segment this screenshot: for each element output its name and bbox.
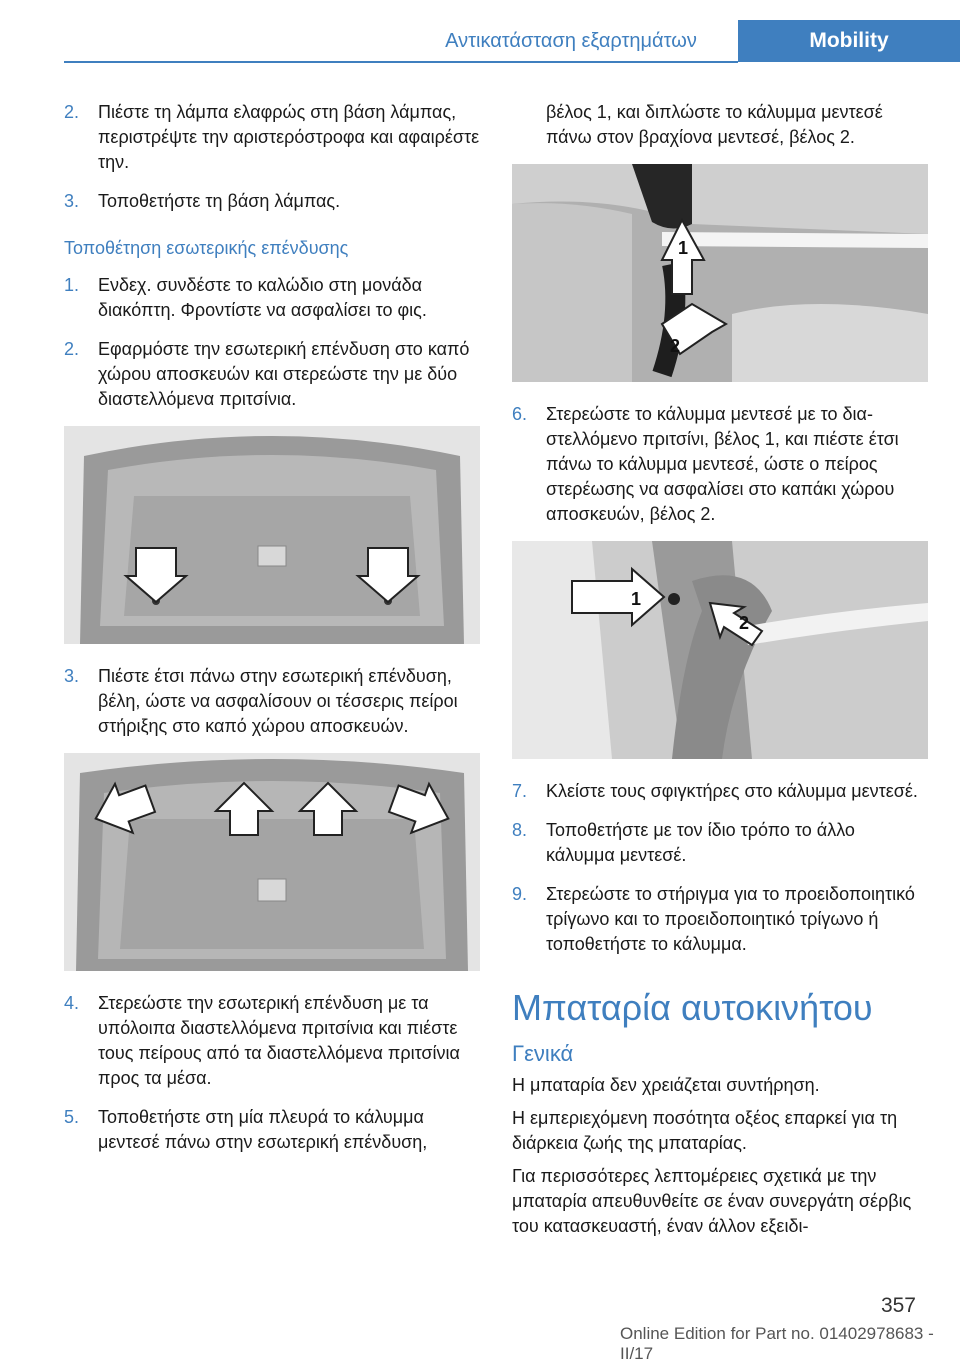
- step-text: Κλείστε τους σφιγκτήρες στο κάλυμμα μεντεσέ.: [546, 781, 918, 801]
- arrow-label-2: 2: [738, 613, 750, 633]
- trunk-lining-rivets-photo: [64, 426, 480, 644]
- step-number: 5.: [64, 1107, 80, 1127]
- step-text: Τοποθετήστε με τον ίδιο τρόπο το άλλο κάλυμμα μεντεσέ.: [546, 820, 855, 865]
- step-number: 7.: [512, 781, 528, 801]
- step-item: [64, 337, 480, 412]
- step-item: [512, 779, 928, 804]
- step-number: 8.: [512, 820, 528, 840]
- step-item: [512, 818, 928, 868]
- step-text: Στερεώστε την εσωτερική επένδυση με τα υπόλοιπα διαστελλόμενα πριτσίνια και πιέστε τους πείρους από τα διαστελλόμενα πριτσίνια προς τα μέσα.: [98, 993, 460, 1088]
- step-text: Στερεώστε το στήριγμα για το προειδοποιητικό τρίγωνο και το προειδοποιητικό τρίγωνο ή τοποθετήστε το κάλυμμα.: [546, 884, 915, 954]
- page-number: 357: [880, 1294, 916, 1317]
- step-item: [64, 273, 480, 323]
- header-section-title: Αντικατάσταση εξαρτημάτων: [445, 30, 697, 52]
- step-number: 2.: [64, 339, 80, 359]
- step-item: [64, 100, 480, 175]
- hinge-cover-fold-photo: [512, 164, 928, 382]
- step-text: Πιέστε τη λάμπα ελαφρώς στη βάση λάμπας, περιστρέψτε την αριστερόστροφα και αφαιρέστε την.: [98, 102, 480, 172]
- step-item: [64, 664, 480, 739]
- step-number: 3.: [64, 191, 80, 211]
- section-heading: Μπαταρία αυτοκινήτου: [512, 987, 873, 1028]
- step-text: Στερεώστε το κάλυμμα μεντεσέ με το διαστελλόμενο πριτσίνι, βέλος 1, και πιέστε έτσι πάνω το κάλυμμα μεντεσέ, ώστε ο πείρος στερέωσης να ασφαλίσει στο καπάκι χώρου αποσκευών, βέλος 2.: [546, 404, 899, 524]
- arrow-label-2: 2: [669, 336, 681, 356]
- paragraph: Η μπαταρία δεν χρειάζεται συντήρηση.: [512, 1075, 820, 1095]
- step-text: Τοποθετήστε τη βάση λάμπας.: [98, 191, 341, 211]
- section-subheading: Γενικά: [512, 1041, 574, 1066]
- step-item: [64, 991, 480, 1091]
- hinge-cover-rivet-illustration: [512, 541, 928, 759]
- left-column: [64, 100, 480, 1169]
- step-item: [64, 1105, 480, 1155]
- step-number: 1.: [64, 275, 80, 295]
- step-text: Πιέστε έτσι πάνω στην εσωτερική επένδυση, βέλη, ώστε να ασφαλίσουν οι τέσσερις πείροι στήριξης στο καπό χώρου αποσκευών.: [98, 666, 458, 736]
- step-text: Ενδεχ. συνδέστε το καλώδιο στη μονάδα διακόπτη. Φροντίστε να ασφαλίσει το φις.: [98, 275, 427, 320]
- paragraph: Για περισσότερες λεπτομέρειες σχετικά με την μπαταρία απευθυνθείτε σε έναν συνεργάτη σέρβις του κατασκευαστή, έναν άλλον εξειδι-: [512, 1166, 912, 1236]
- step-text: Εφαρμόστε την εσωτερική επένδυση στο καπό χώρου αποσκευών και στερεώστε την με δύο διαστελλόμενα πριτσίνια.: [98, 339, 470, 409]
- arrow-label-1: 1: [677, 238, 689, 258]
- step-number: 9.: [512, 884, 528, 904]
- hinge-cover-rivet-photo: [512, 541, 928, 759]
- step-number: 2.: [64, 102, 80, 122]
- header-chapter-tab[interactable]: Mobility: [738, 20, 960, 62]
- trunk-lining-pins-photo: [64, 753, 480, 971]
- trunk-lining-rivets-illustration: [64, 426, 480, 644]
- hinge-cover-fold-illustration: [512, 164, 928, 382]
- trunk-lining-pins-illustration: [64, 753, 480, 971]
- page-header: [0, 20, 960, 62]
- arrow-label-1: 1: [630, 589, 642, 609]
- step-number: 4.: [64, 993, 80, 1013]
- right-column: [512, 100, 928, 1247]
- step-continuation: βέλος 1, και διπλώστε το κάλυμμα μεντεσέ πάνω στον βραχίονα μεντεσέ, βέλος 2.: [546, 102, 883, 147]
- step-item: [64, 189, 480, 214]
- step-item: [512, 882, 928, 957]
- step-item: [512, 402, 928, 527]
- header-rule: [64, 61, 738, 63]
- section-subheading: Τοποθέτηση εσωτερικής επένδυσης: [64, 238, 349, 258]
- paragraph: Η εμπεριεχόμενη ποσότητα οξέος επαρκεί για τη διάρκεια ζωής της μπαταρίας.: [512, 1108, 898, 1153]
- edition-footer: Online Edition for Part no. 01402978683 - II/17: [620, 1324, 934, 1362]
- step-text: Τοποθετήστε στη μία πλευρά το κάλυμμα μεντεσέ πάνω στην εσωτερική επένδυση,: [98, 1107, 428, 1152]
- step-number: 3.: [64, 666, 80, 686]
- step-number: 6.: [512, 404, 528, 424]
